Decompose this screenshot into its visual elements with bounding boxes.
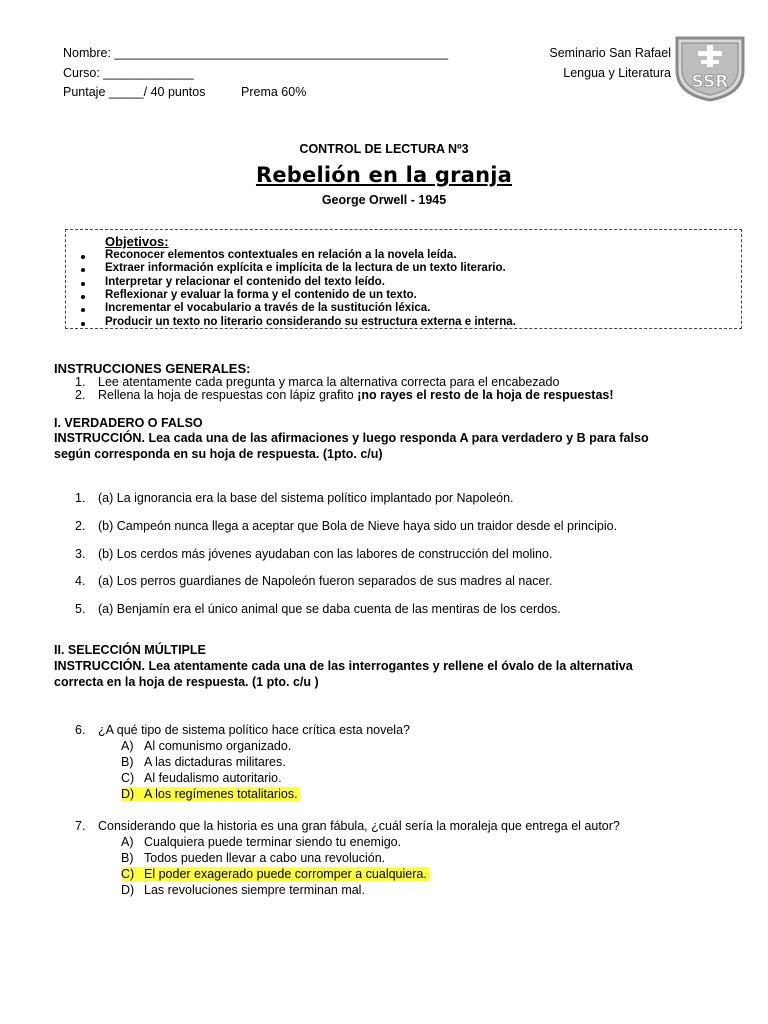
objective-item: Reflexionar y evaluar la forma y el contenido de un texto. (105, 288, 417, 301)
answer-option (121, 771, 282, 785)
answer-option (121, 835, 401, 849)
general-item-2 (75, 388, 85, 402)
answer-option (121, 787, 300, 801)
tf-item-text: (a) La ignorancia era la base del sistema político implantado por Napoleón. (98, 491, 514, 505)
bullet-icon (81, 322, 85, 326)
option-text: Cualquiera puede terminar siendo tu enemigo. (144, 835, 402, 849)
option-letter: D) (121, 883, 135, 897)
school-name: Seminario San Rafael (549, 46, 671, 60)
question-text: ¿A qué tipo de sistema político hace crítica esta novela? (98, 723, 410, 737)
tf-item-text: (a) Benjamín era el único animal que se daba cuenta de las mentiras de los cerdos. (98, 602, 561, 616)
section1-instruction-line2: según corresponda en su hoja de respuesta. (1pto. c/u) (54, 447, 383, 461)
section2-heading: II. SELECCIÓN MÚLTIPLE (54, 643, 206, 657)
course-field: Curso: _____________ (63, 66, 194, 80)
answer-option (121, 851, 385, 865)
general-item-text (98, 388, 614, 402)
tf-item-text: (b) Campeón nunca llega a aceptar que Bola de Nieve haya sido un traidor desde el principio. (98, 519, 618, 533)
section2-instruction-line1: INSTRUCCIÓN. Lea atentamente cada una de las interrogantes y rellene el óvalo de la alternativa (54, 659, 633, 673)
option-text: Al feudalismo autoritario. (144, 771, 282, 785)
section1-heading: I. VERDADERO O FALSO (54, 416, 203, 430)
question-text: Considerando que la historia es una gran fábula, ¿cuál sería la moraleja que entrega el autor? (98, 819, 620, 833)
question-number: 7. (75, 819, 86, 833)
author-line: George Orwell - 1945 (321, 193, 447, 207)
tf-item-text: (a) Los perros guardianes de Napoleón fueron separados de sus madres al nacer. (98, 574, 553, 588)
objective-item: Reconocer elementos contextuales en relación a la novela leída. (105, 249, 457, 261)
control-title: CONTROL DE LECTURA Nº3 (299, 142, 469, 156)
option-letter: A) (121, 739, 134, 753)
option-letter: B) (121, 755, 134, 769)
general-item-number: 1. (75, 375, 86, 389)
option-letter: C) (121, 771, 135, 785)
question-number: 6. (75, 723, 86, 737)
subject-name: Lengua y Literatura (563, 66, 671, 80)
answer-option (121, 867, 429, 881)
option-text: El poder exagerado puede corromper a cualquiera. (144, 867, 427, 881)
option-text: Todos pueden llevar a cabo una revolución. (144, 851, 386, 865)
option-text: A las dictaduras militares. (144, 755, 286, 769)
answer-option (121, 755, 286, 769)
bullet-icon (81, 282, 85, 286)
school-logo-icon (673, 34, 747, 102)
objectives-heading: Objetivos: (105, 234, 169, 249)
answer-option (121, 883, 365, 897)
bullet-icon (81, 295, 85, 299)
option-text: Las revoluciones siempre terminan mal. (144, 883, 365, 897)
tf-item-number: 1. (75, 491, 86, 505)
section2-instruction-line2: correcta en la hoja de respuesta. (1 pto. c/u ) (54, 675, 319, 689)
tf-item-text: (b) Los cerdos más jóvenes ayudaban con las labores de construcción del molino. (98, 547, 553, 561)
option-letter: C) (121, 867, 135, 881)
logo-text: SSR (691, 72, 729, 92)
general-item-number: 2. (75, 388, 86, 402)
prema-label: Prema 60% (241, 85, 307, 99)
option-letter: D) (121, 787, 135, 801)
section1-instruction-line1: INSTRUCCIÓN. Lea cada una de las afirmaciones y luego responda A para verdadero y B para falso (54, 431, 649, 445)
page-title: Rebelión en la granja (255, 163, 513, 187)
answer-option (121, 739, 291, 753)
tf-item-number: 5. (75, 602, 86, 616)
general-item-plain: Rellena la hoja de respuestas con lápiz grafito (98, 388, 358, 402)
tf-item-number: 2. (75, 519, 86, 533)
general-item-1 (75, 375, 85, 389)
option-text: Al comunismo organizado. (144, 739, 292, 753)
bullet-icon (81, 255, 85, 259)
general-item-warning: ¡no rayes el resto de la hoja de respuestas! (357, 388, 614, 402)
objective-item: Interpretar y relacionar el contenido del texto leído. (105, 275, 385, 288)
tf-item-number: 3. (75, 547, 86, 561)
objective-item: Incrementar el vocabulario a través de la sustitución léxica. (105, 302, 431, 315)
score-field: Puntaje _____/ 40 puntos (63, 85, 206, 99)
option-text: A los regímenes totalitarios. (144, 787, 298, 801)
option-letter: B) (121, 851, 134, 865)
objective-item: Extraer información explícita e implícita de la lectura de un texto literario. (105, 262, 506, 275)
tf-item-number: 4. (75, 574, 86, 588)
general-instructions-heading: INSTRUCCIONES GENERALES: (54, 361, 251, 376)
name-field: Nombre: ________________________________________________ (63, 46, 449, 60)
objective-item: Producir un texto no literario considerando su estructura externa e interna. (105, 315, 516, 328)
general-item-text: Lee atentamente cada pregunta y marca la alternativa correcta para el encabezado (98, 375, 560, 389)
option-letter: A) (121, 835, 134, 849)
